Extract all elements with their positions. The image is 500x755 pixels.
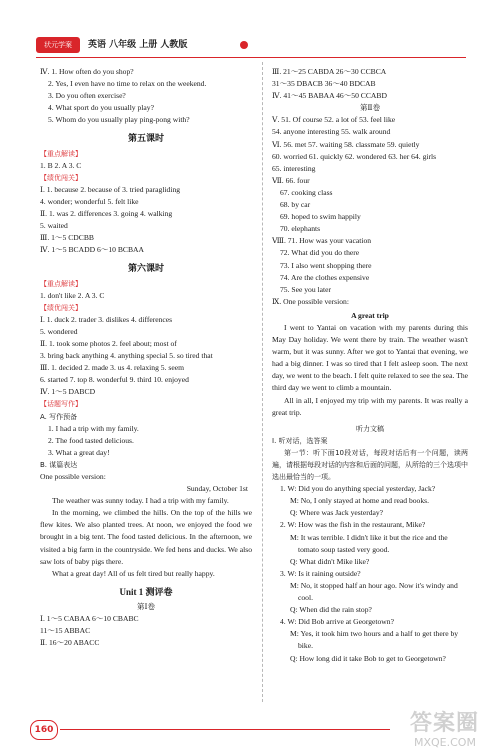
dialog-line: Q: When did the rain stop?: [290, 605, 372, 615]
dialog-line: Q: How long did it take Bob to get to Georgetown?: [290, 653, 446, 663]
watermark-logo: [410, 706, 500, 755]
answer-line: Ⅱ. 1. was 2. differences 3. going 4. walking: [40, 209, 173, 219]
essay-date: Sunday, October 1st: [186, 484, 248, 494]
answer-line: 67. cooking class: [280, 187, 333, 197]
dialog-line: 1. W: Did you do anything special yesterday, Jack?: [280, 484, 436, 494]
section-tag: 【重点解读】: [40, 279, 82, 288]
answer-line: Ⅳ. 1. How often do you shop?: [40, 67, 134, 76]
answer-line: Ⅴ. 51. Of course 52. a lot of 53. feel like: [272, 115, 396, 125]
column-divider: [262, 62, 263, 702]
answer-line: 3. Do you often exercise?: [48, 91, 126, 101]
answer-line: 5. Whom do you usually play ping-pong with?: [48, 115, 190, 125]
essay-paragraph: The weather was sunny today. I had a trip with my family.: [52, 496, 229, 506]
answer-line: Ⅸ. One possible version:: [272, 296, 349, 306]
essay-paragraph: I went to Yantai on vacation with my parents during this May Day holiday. We went there by train. The weather wasn't warm, but it was sunny. After we got to Yantai that evening, we had a big dinner. I was so tired that I felt asleep soon. The next day, we went to the beach. I felt quite relaxed to see the sea. The third day we went to climb a mountain.: [272, 322, 468, 393]
answer-line: Ⅰ. 1. duck 2. trader 3. dislikes 4. differences: [40, 314, 173, 324]
answer-line: 2. The food tasted delicious.: [48, 435, 134, 445]
answer-line: 1. I had a trip with my family.: [48, 423, 139, 433]
answer-line: 60. worried 61. quickly 62. wondered 63. her 64. girls: [272, 151, 437, 161]
answer-line: Ⅱ. 1. took some photos 2. feel about; most of: [40, 338, 177, 348]
subsection-label: B. 谋篇表达: [40, 460, 78, 469]
left-column: [40, 66, 252, 649]
answer-line: 4. wonder; wonderful 5. felt like: [40, 196, 139, 206]
dialog-line: 2. W: How was the fish in the restaurant, Mike?: [280, 520, 426, 530]
answer-line: 73. I also went shopping there: [280, 260, 372, 270]
lesson6-title: 第六课时: [127, 263, 164, 274]
answer-line: 5. wondered: [40, 326, 78, 336]
dialog-line: cool.: [298, 593, 313, 603]
answer-line: Ⅲ. 1～5 CDCBB: [40, 233, 94, 243]
answer-line: Ⅱ. 16～20 ABACC: [40, 638, 100, 648]
essay-paragraph: What a great day! All of us felt tired but really happy.: [52, 568, 215, 578]
book-title: 英语 八年级 上册 人教版: [88, 40, 188, 50]
answer-line: 70. elephants: [280, 224, 321, 234]
answer-line: 72. What did you do there: [280, 248, 360, 258]
answer-line: Ⅷ. 71. How was your vacation: [272, 236, 372, 246]
answer-line: 31～35 DBACB 36～40 BDCAB: [272, 79, 376, 89]
section-tag: 【话题写作】: [40, 400, 82, 409]
volume-label: 第Ⅰ卷: [136, 601, 156, 611]
lesson5-title: 第五课时: [127, 133, 164, 144]
answer-line: 1. don't like 2. A 3. C: [40, 290, 105, 300]
section-tag: 【重点解读】: [40, 149, 82, 158]
dialog-line: bike.: [298, 641, 313, 651]
dialog-line: M: No, it stopped half an hour ago. Now it's windy and: [290, 580, 458, 590]
answer-line: 65. interesting: [272, 163, 316, 173]
answer-line: 2. Yes, I even have no time to relax on the weekend.: [48, 79, 207, 89]
answer-line: 4. What sport do you usually play?: [48, 103, 154, 113]
header-divider: [36, 57, 466, 58]
watermark-text: 答案圈: [410, 711, 480, 736]
essay-paragraph: All in all, I enjoyed my trip with my parents. It was really a great trip.: [272, 395, 468, 417]
essay-title: A great trip: [351, 310, 389, 320]
answer-line: 74. Are the clothes expensive: [280, 272, 370, 282]
answer-line: 54. anyone interesting 55. walk around: [272, 127, 391, 137]
answer-line: 69. hoped to swim happily: [280, 212, 361, 222]
dialog-line: M: No, I only stayed at home and read books.: [290, 496, 429, 506]
answer-line: 1. B 2. A 3. C: [40, 160, 82, 170]
section-tag: 【绩优闯关】: [40, 173, 82, 182]
header-dot-icon: [240, 41, 248, 49]
dialog-line: Q: What didn't Mike like?: [290, 556, 370, 566]
sample-label: One possible version:: [40, 472, 106, 481]
dialog-line: M: It was terrible. I didn't like it but the rice and the: [290, 532, 448, 542]
watermark-url: MXQE.COM: [414, 736, 476, 749]
volume-label: 第Ⅱ卷: [359, 103, 381, 113]
subsection-label: A. 写作预备: [40, 412, 78, 421]
essay-paragraph: In the morning, we climbed the hills. On the top of the hills we flew kites. We also planted trees. At noon, we enjoyed the food we brought in a big tent. The food tasted delicious. In the afternoon, we visited a big farm in the countryside. We fed hens and ducks. We also saw lots of baby pigs there.: [40, 508, 252, 566]
answer-line: 75. See you later: [280, 284, 332, 294]
dialog-line: 4. W: Did Bob arrive at Georgetown?: [280, 617, 394, 627]
answer-line: Ⅲ. 1. decided 2. made 3. us 4. relaxing 5. seem: [40, 363, 184, 373]
listening-section: Ⅰ. 听对话，选答案: [272, 436, 328, 445]
series-badge: 状元学案: [36, 37, 80, 53]
answer-line: Ⅳ. 1～5 DABCD: [40, 387, 96, 397]
answer-line: 3. What a great day!: [48, 447, 110, 457]
answer-line: 3. bring back anything 4. anything special 5. so tired that: [40, 351, 213, 361]
answer-line: Ⅳ. 1～5 BCADD 6～10 BCBAA: [40, 245, 144, 255]
answer-line: 6. started 7. top 8. wonderful 9. third 10. enjoyed: [40, 375, 189, 385]
dialog-line: tomato soup tasted very good.: [298, 544, 390, 554]
page-header: [0, 0, 500, 62]
footer-rule: [60, 729, 390, 730]
listening-title: 听力文稿: [356, 424, 384, 433]
answer-line: Ⅰ. 1～5 CABAA 6～10 CBABC: [40, 614, 139, 624]
answer-line: Ⅳ. 41～45 BABAA 46～50 CCABD: [272, 91, 387, 101]
page-number: 160: [30, 720, 58, 740]
answer-line: 11～15 ABBAC: [40, 626, 91, 636]
answer-line: Ⅵ. 56. met 57. waiting 58. classmate 59. quietly: [272, 139, 420, 149]
answer-line: Ⅶ. 66. four: [272, 175, 310, 185]
dialog-line: Q: Where was Jack yesterday?: [290, 508, 384, 518]
dialog-line: M: Yes, it took him two hours and a half to get there by: [290, 629, 459, 639]
listening-instructions: 第一节：听下面10段对话，每段对话后有一个问题，读两遍，请根据每段对话的内容和后面的问题，从所给的三个选项中选出最恰当的一项。: [272, 448, 468, 482]
answer-line: 68. by car: [280, 200, 311, 210]
unit-test-title: Unit 1 测评卷: [119, 586, 173, 597]
answer-line: Ⅲ. 21～25 CABDA 26～30 CCBCA: [272, 67, 387, 76]
right-column: [272, 66, 468, 665]
answer-line: Ⅰ. 1. because 2. because of 3. tried paragliding: [40, 184, 181, 194]
answer-line: 5. waited: [40, 221, 68, 231]
dialog-line: 3. W: Is it raining outside?: [280, 568, 361, 578]
section-tag: 【绩优闯关】: [40, 303, 82, 312]
